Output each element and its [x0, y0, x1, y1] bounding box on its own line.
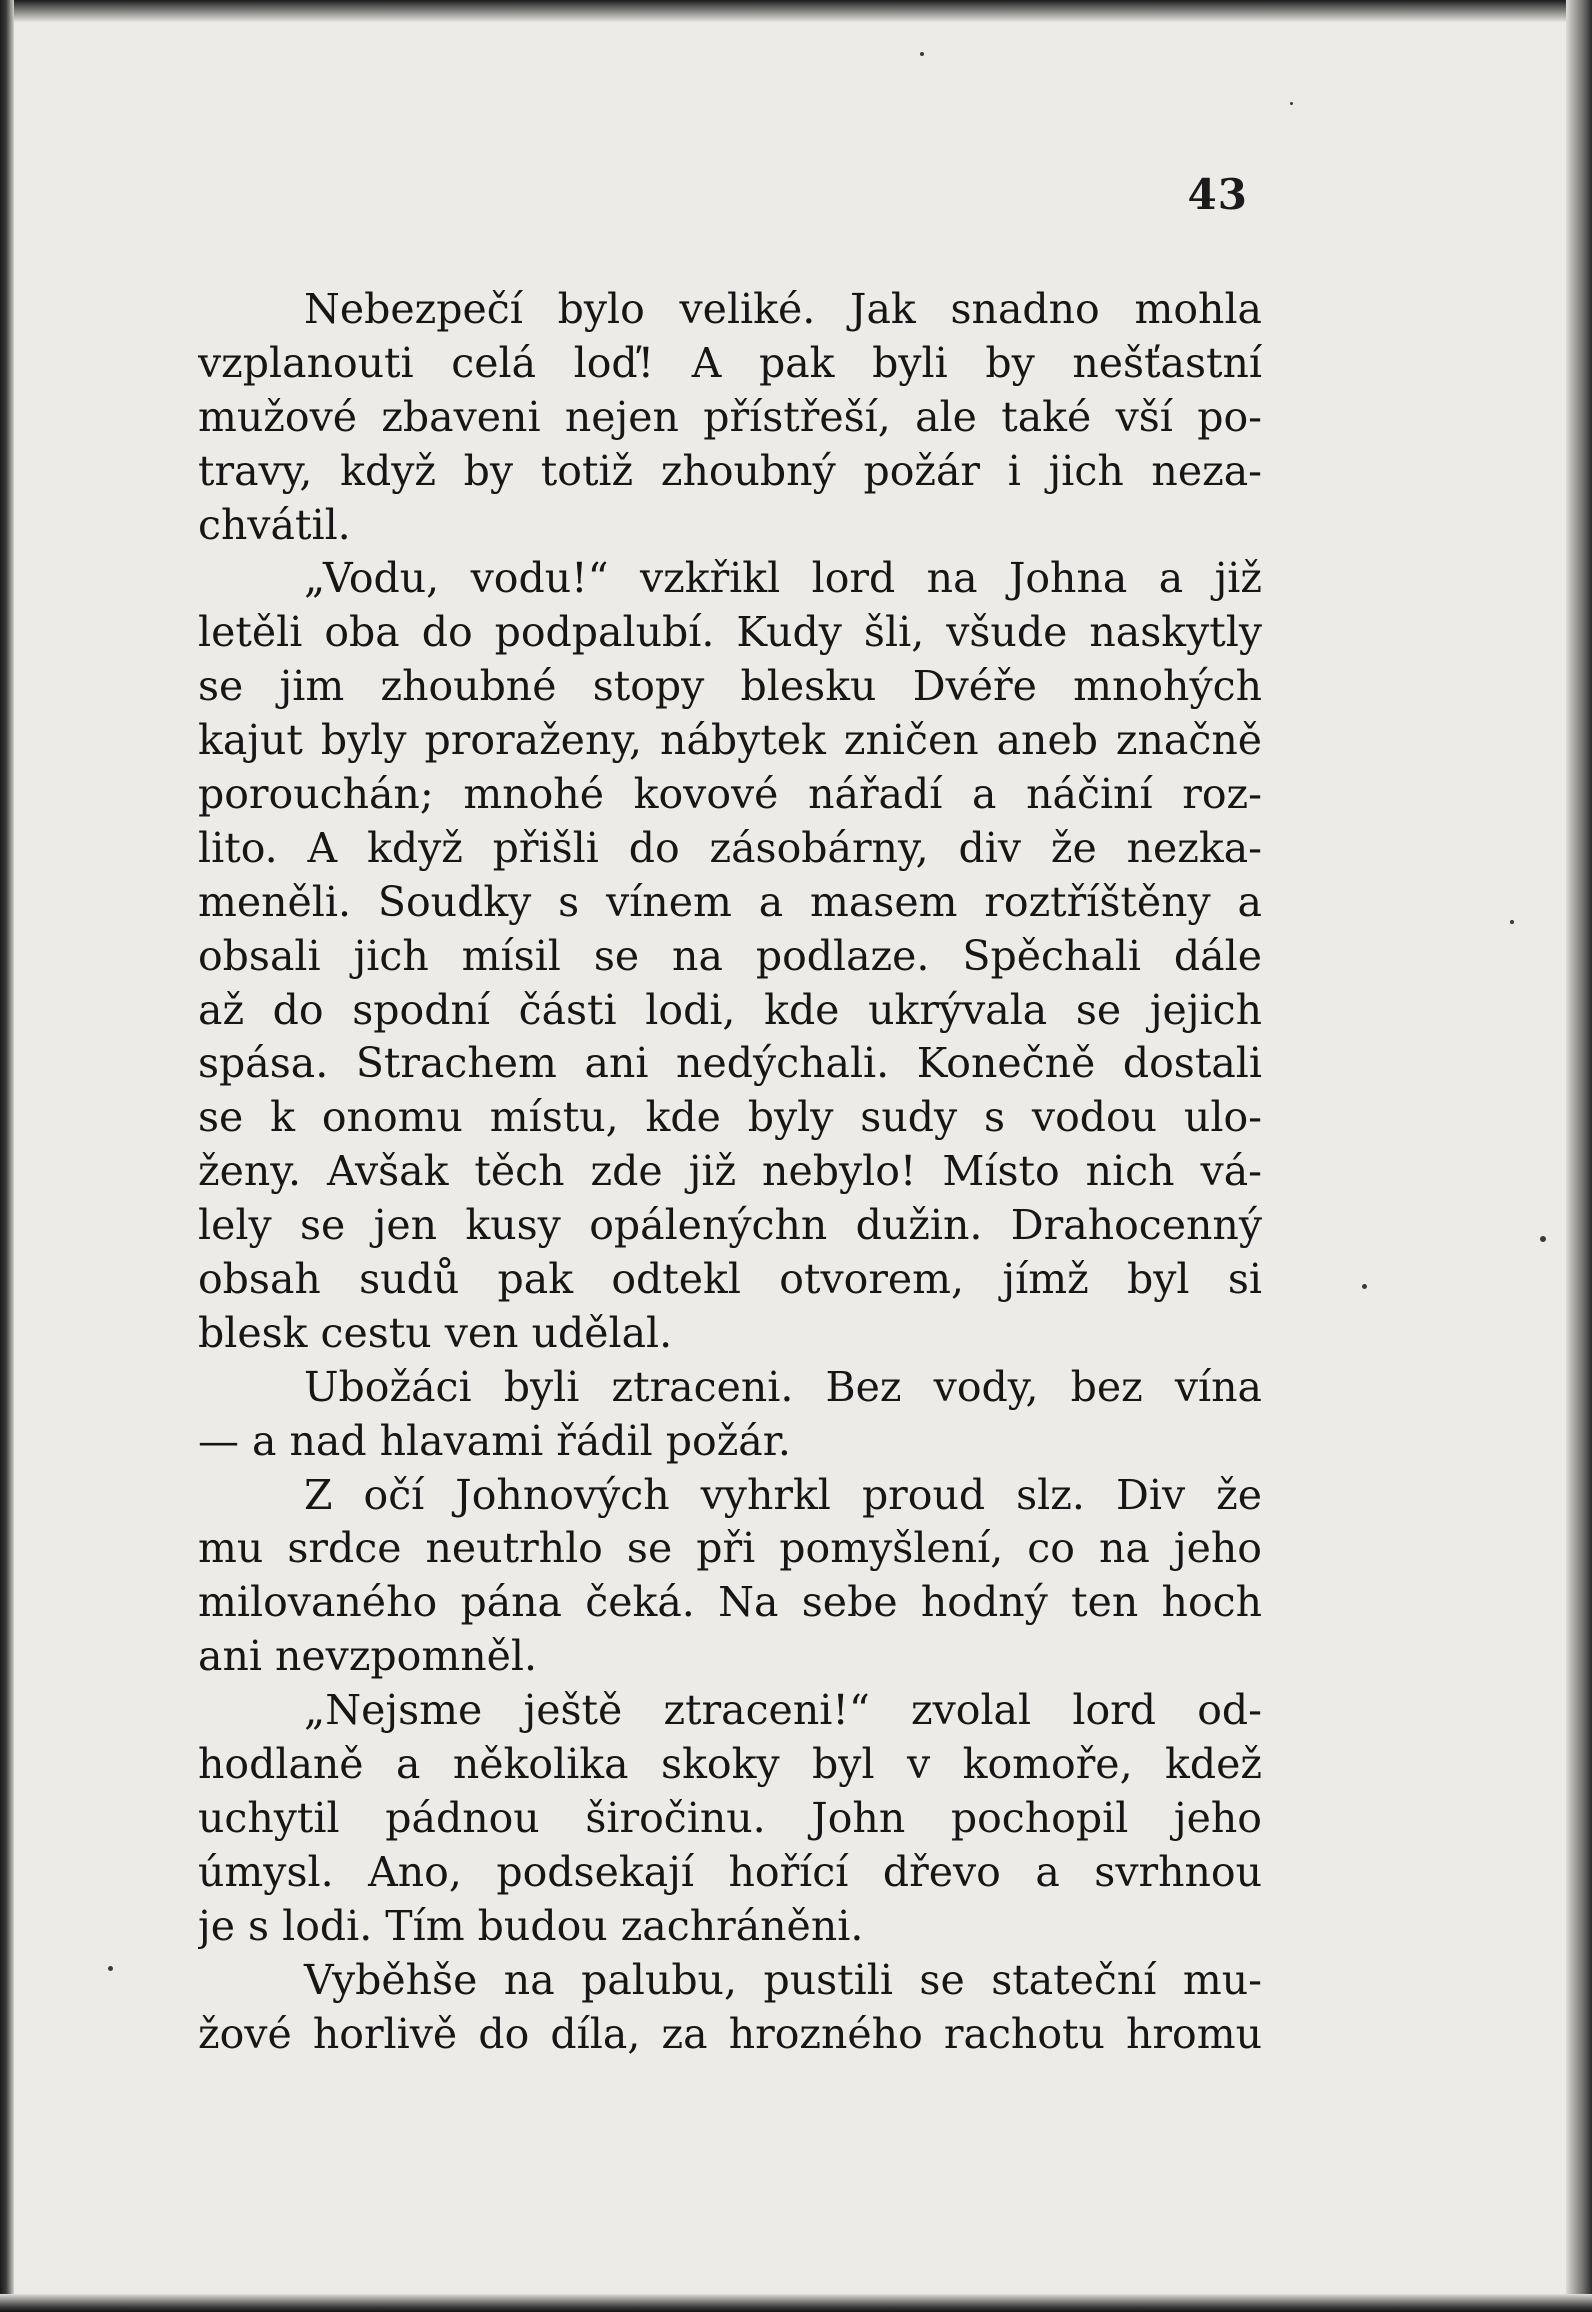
page-number: 43	[1187, 170, 1248, 219]
print-speck	[1290, 102, 1293, 105]
text-line: obsah sudů pak odtekl otvorem, jímž byl si	[198, 1255, 1262, 1304]
text-line: „Vodu, vodu!“ vzkřikl lord na Johna a již	[304, 554, 1262, 603]
text-line: až do spodní části lodi, kde ukrývala se jejich	[198, 985, 1262, 1034]
text-line: úmysl. Ano, podsekají hořící dřevo a svrhnou	[198, 1847, 1262, 1896]
text-line: mu srdce neutrhlo se při pomyšlení, co na jeho	[198, 1524, 1262, 1573]
text-line: chvátil.	[198, 500, 351, 549]
text-line: travy, když by totiž zhoubný požár i jich neza-	[198, 446, 1262, 495]
text-line: milovaného pána čeká. Na sebe hodný ten hoch	[198, 1578, 1262, 1627]
text-line: hodlaně a několika skoky byl v komoře, kdež	[198, 1740, 1262, 1789]
scan-edge-right	[1566, 0, 1592, 2312]
text-line: blesk cestu ven udělal.	[198, 1308, 673, 1357]
text-line: Z očí Johnových vyhrkl proud slz. Div že	[304, 1470, 1262, 1519]
text-line: uchytil pádnou širočinu. John pochopil jeho	[198, 1793, 1262, 1842]
text-line: porouchán; mnohé kovové nářadí a náčiní roz-	[198, 770, 1262, 819]
text-line: ani nevzpomněl.	[198, 1632, 538, 1681]
print-speck	[1540, 1236, 1546, 1242]
text-line: meněli. Soudky s vínem a masem roztříštěny a	[198, 877, 1262, 926]
text-line: vzplanouti celá loď! A pak byli by nešťastní	[198, 338, 1262, 387]
scan-edge-left	[0, 0, 14, 2312]
text-line: — a nad hlavami řádil požár.	[198, 1416, 791, 1465]
text-line: mužové zbaveni nejen přístřeší, ale také vší po-	[198, 392, 1262, 441]
text-line: „Nejsme ještě ztraceni!“ zvolal lord od-	[304, 1686, 1262, 1735]
print-speck	[1510, 920, 1514, 924]
text-line: se k onomu místu, kde byly sudy s vodou ulo-	[198, 1093, 1262, 1142]
text-line: ženy. Avšak těch zde již nebylo! Místo nich vá-	[198, 1147, 1262, 1196]
print-speck	[920, 52, 924, 56]
text-line: Ubožáci byli ztraceni. Bez vody, bez vína	[304, 1362, 1262, 1411]
scan-edge-bottom	[0, 2294, 1592, 2312]
text-line: spása. Strachem ani nedýchali. Konečně dostali	[198, 1039, 1262, 1088]
text-line: letěli oba do podpalubí. Kudy šli, všude naskytly	[198, 608, 1262, 657]
text-line: lito. A když přišli do zásobárny, div že nezka-	[198, 823, 1262, 872]
text-line: žové horlivě do díla, za hrozného rachotu hromu	[198, 2009, 1262, 2058]
text-line: se jim zhoubné stopy blesku Dvéře mnohých	[198, 662, 1262, 711]
text-line: Nebezpečí bylo veliké. Jak snadno mohla	[304, 285, 1262, 333]
text-line: obsali jich mísil se na podlaze. Spěchali dále	[198, 931, 1262, 980]
text-line: kajut byly proraženy, nábytek zničen aneb značně	[198, 716, 1262, 765]
scan-edge-top	[0, 0, 1592, 22]
print-speck	[1362, 1284, 1367, 1289]
body-text	[198, 283, 1262, 2061]
text-line: je s lodi. Tím budou zachráněni.	[198, 1901, 864, 1950]
text-line: lely se jen kusy opálenýchn dužin. Drahocenný	[198, 1201, 1262, 1250]
print-speck	[108, 1966, 113, 1971]
text-line: Vyběhše na palubu, pustili se stateční mu-	[304, 1955, 1262, 2004]
